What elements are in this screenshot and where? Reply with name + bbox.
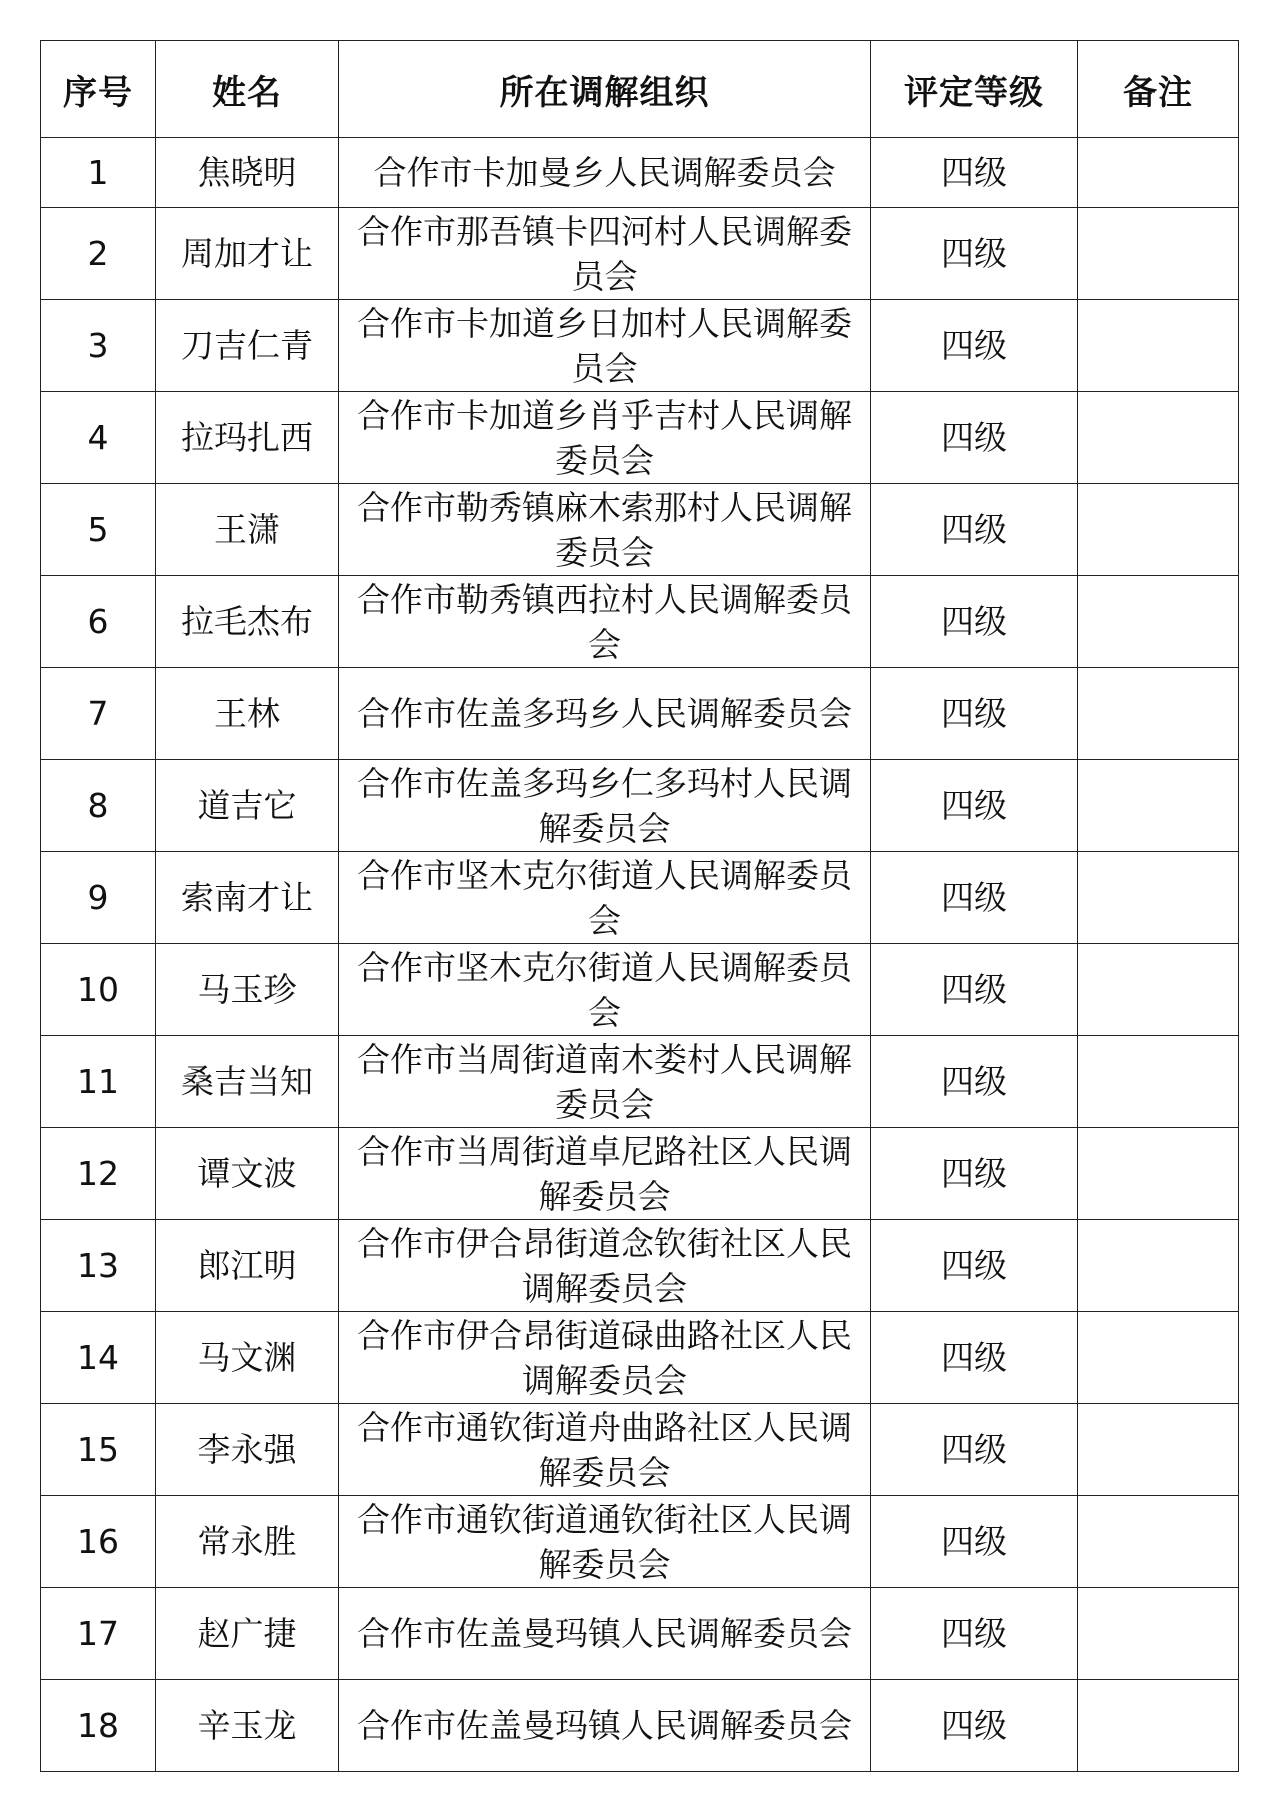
cell-organization: 合作市佐盖多玛乡仁多玛村人民调解委员会 [339,760,871,852]
cell-serial-number: 7 [41,668,156,760]
cell-name: 谭文波 [156,1128,339,1220]
cell-organization: 合作市卡加曼乡人民调解委员会 [339,138,871,208]
cell-rating-level: 四级 [871,1036,1078,1128]
cell-remarks [1078,1588,1239,1680]
cell-name: 拉毛杰布 [156,576,339,668]
cell-rating-level: 四级 [871,1496,1078,1588]
cell-remarks [1078,1312,1239,1404]
cell-organization: 合作市卡加道乡肖乎吉村人民调解委员会 [339,392,871,484]
cell-remarks [1078,138,1239,208]
table-row [41,138,1239,208]
cell-remarks [1078,392,1239,484]
cell-remarks [1078,1496,1239,1588]
cell-rating-level: 四级 [871,300,1078,392]
table-row [41,484,1239,576]
cell-organization: 合作市通钦街道舟曲路社区人民调解委员会 [339,1404,871,1496]
cell-remarks [1078,668,1239,760]
cell-remarks [1078,300,1239,392]
cell-organization: 合作市佐盖曼玛镇人民调解委员会 [339,1588,871,1680]
cell-serial-number: 16 [41,1496,156,1588]
table-row [41,760,1239,852]
table-row [41,944,1239,1036]
cell-rating-level: 四级 [871,484,1078,576]
cell-name: 道吉它 [156,760,339,852]
cell-name: 常永胜 [156,1496,339,1588]
table-row [41,852,1239,944]
header-organization: 所在调解组织 [339,41,871,138]
table-row [41,1036,1239,1128]
cell-remarks [1078,852,1239,944]
header-rating-level: 评定等级 [871,41,1078,138]
cell-remarks [1078,760,1239,852]
cell-name: 马玉珍 [156,944,339,1036]
cell-serial-number: 15 [41,1404,156,1496]
table-row [41,1404,1239,1496]
table-row [41,300,1239,392]
cell-name: 辛玉龙 [156,1680,339,1772]
cell-organization: 合作市伊合昂街道碌曲路社区人民调解委员会 [339,1312,871,1404]
table-row [41,1128,1239,1220]
cell-rating-level: 四级 [871,1680,1078,1772]
header-serial-number: 序号 [41,41,156,138]
cell-serial-number: 11 [41,1036,156,1128]
cell-remarks [1078,944,1239,1036]
header-name: 姓名 [156,41,339,138]
cell-rating-level: 四级 [871,944,1078,1036]
cell-rating-level: 四级 [871,1588,1078,1680]
cell-serial-number: 6 [41,576,156,668]
cell-name: 拉玛扎西 [156,392,339,484]
cell-name: 桑吉当知 [156,1036,339,1128]
cell-name: 赵广捷 [156,1588,339,1680]
cell-serial-number: 8 [41,760,156,852]
cell-rating-level: 四级 [871,668,1078,760]
cell-serial-number: 5 [41,484,156,576]
cell-organization: 合作市佐盖多玛乡人民调解委员会 [339,668,871,760]
cell-organization: 合作市伊合昂街道念钦街社区人民调解委员会 [339,1220,871,1312]
cell-organization: 合作市坚木克尔街道人民调解委员会 [339,944,871,1036]
cell-organization: 合作市勒秀镇麻木索那村人民调解委员会 [339,484,871,576]
cell-name: 索南才让 [156,852,339,944]
table-row [41,576,1239,668]
cell-serial-number: 14 [41,1312,156,1404]
cell-name: 王林 [156,668,339,760]
table-row [41,1312,1239,1404]
cell-organization: 合作市坚木克尔街道人民调解委员会 [339,852,871,944]
cell-rating-level: 四级 [871,208,1078,300]
cell-serial-number: 13 [41,1220,156,1312]
cell-name: 王潇 [156,484,339,576]
table-row [41,1496,1239,1588]
cell-organization: 合作市卡加道乡日加村人民调解委员会 [339,300,871,392]
cell-rating-level: 四级 [871,760,1078,852]
cell-remarks [1078,1220,1239,1312]
cell-name: 马文渊 [156,1312,339,1404]
cell-remarks [1078,1128,1239,1220]
cell-rating-level: 四级 [871,138,1078,208]
cell-serial-number: 2 [41,208,156,300]
cell-organization: 合作市当周街道南木娄村人民调解委员会 [339,1036,871,1128]
cell-organization: 合作市那吾镇卡四河村人民调解委员会 [339,208,871,300]
cell-rating-level: 四级 [871,1312,1078,1404]
cell-serial-number: 12 [41,1128,156,1220]
table-body [41,138,1239,1772]
cell-rating-level: 四级 [871,852,1078,944]
cell-serial-number: 17 [41,1588,156,1680]
mediator-roster-table [40,40,1239,1772]
cell-serial-number: 4 [41,392,156,484]
table-row [41,208,1239,300]
cell-name: 郎江明 [156,1220,339,1312]
table-row [41,1680,1239,1772]
cell-remarks [1078,1404,1239,1496]
table-row [41,668,1239,760]
table-row [41,392,1239,484]
header-remarks: 备注 [1078,41,1239,138]
cell-organization: 合作市勒秀镇西拉村人民调解委员会 [339,576,871,668]
cell-remarks [1078,576,1239,668]
cell-name: 周加才让 [156,208,339,300]
cell-remarks [1078,208,1239,300]
cell-remarks [1078,1680,1239,1772]
table-row [41,1220,1239,1312]
cell-name: 刀吉仁青 [156,300,339,392]
cell-organization: 合作市当周街道卓尼路社区人民调解委员会 [339,1128,871,1220]
cell-rating-level: 四级 [871,576,1078,668]
cell-serial-number: 9 [41,852,156,944]
table-row [41,1588,1239,1680]
cell-remarks [1078,1036,1239,1128]
cell-serial-number: 3 [41,300,156,392]
header-row [41,41,1239,138]
cell-serial-number: 10 [41,944,156,1036]
cell-serial-number: 1 [41,138,156,208]
table-header [41,41,1239,138]
cell-remarks [1078,484,1239,576]
cell-rating-level: 四级 [871,1220,1078,1312]
cell-organization: 合作市佐盖曼玛镇人民调解委员会 [339,1680,871,1772]
cell-organization: 合作市通钦街道通钦街社区人民调解委员会 [339,1496,871,1588]
cell-rating-level: 四级 [871,1404,1078,1496]
cell-rating-level: 四级 [871,392,1078,484]
cell-name: 李永强 [156,1404,339,1496]
cell-name: 焦晓明 [156,138,339,208]
cell-serial-number: 18 [41,1680,156,1772]
cell-rating-level: 四级 [871,1128,1078,1220]
